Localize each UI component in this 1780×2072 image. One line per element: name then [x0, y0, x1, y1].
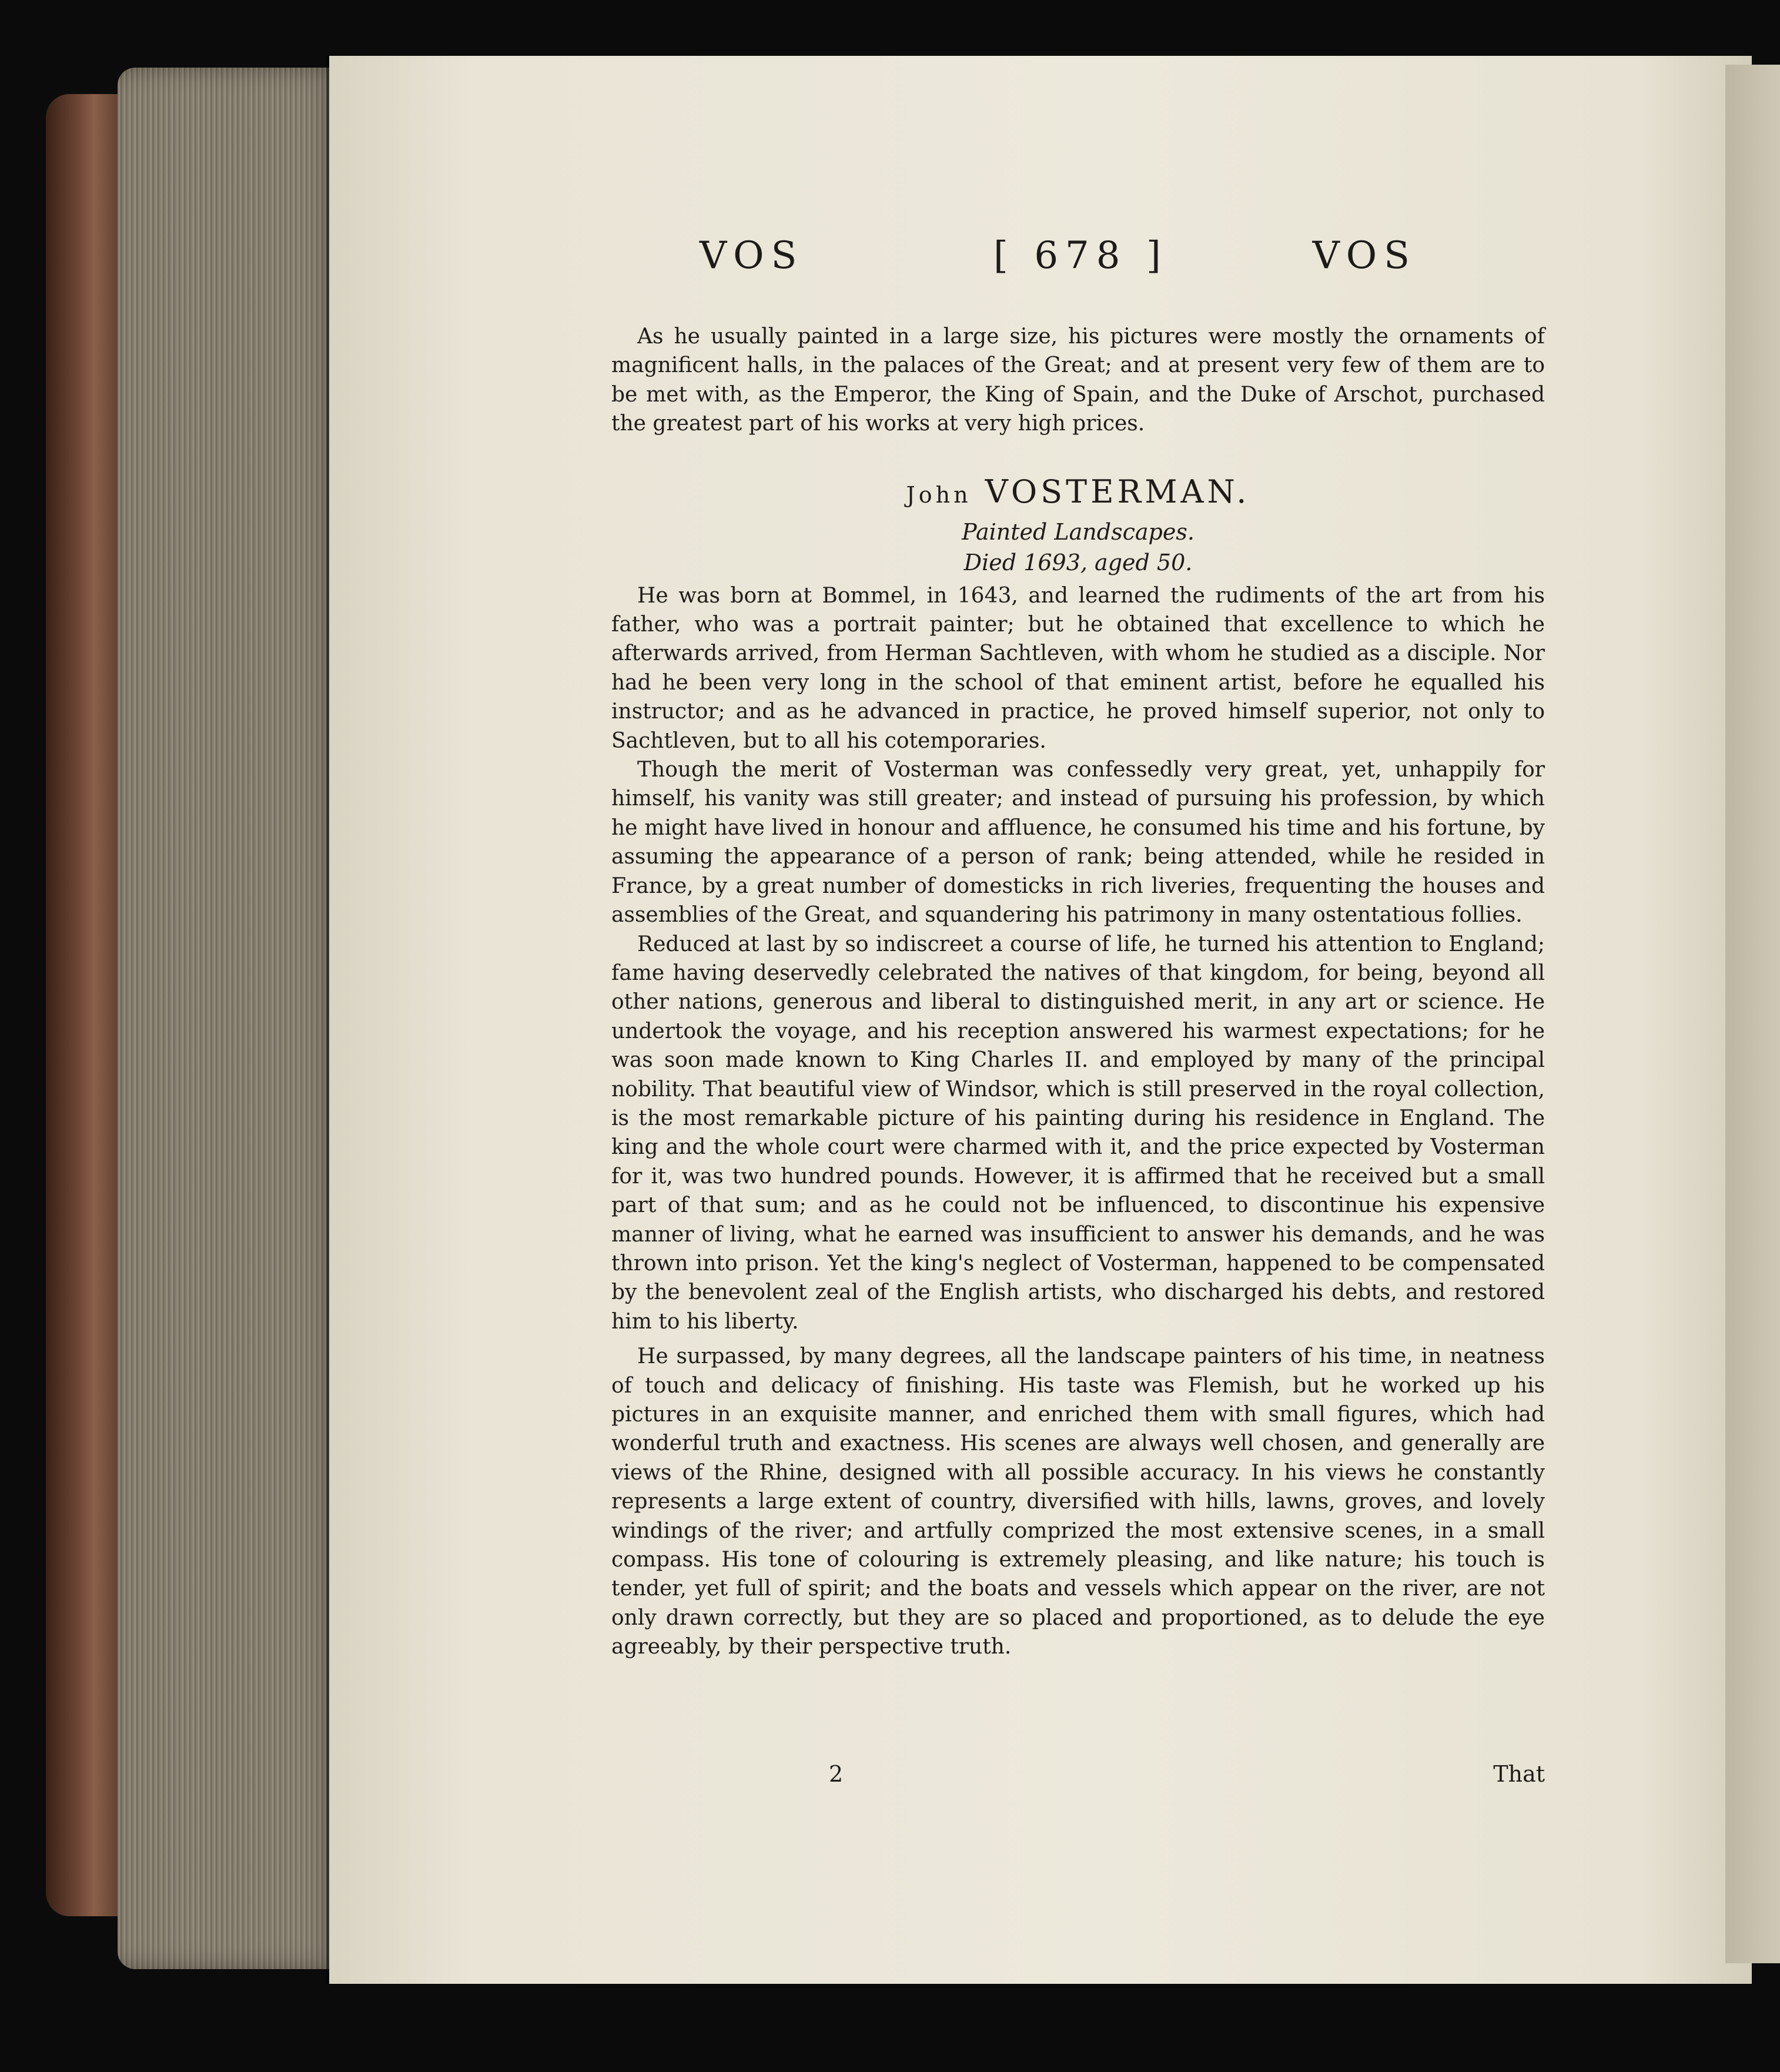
paragraph: He surpassed, by many degrees, all the landscape painters of his time, in neatness of touch and delicacy of finishing. His taste was Flemish, but he worked up his pictures in an exquisite manner, and enriched them with small figures, which had wonderful truth and exactness. His scenes are always well chosen, and generally are views of the Rhine, designed with all possible accuracy. In his views he constantly represents a large extent of country, diversified with hills, lawns, groves, and lovely windings of the river; and artfully comprized the most extensive scenes, in a small compass. His tone of colouring is extremely pleasing, and like nature; his touch is tender, yet full of spirit; and the boats and vessels which appear on the river, are not only drawn correctly, but they are so placed and proportioned, as to delude the eye agreeably, by their perspective truth.	[611, 1344, 1545, 1659]
paragraph: Reduced at last by so indiscreet a course of life, he turned his attention to England; fame having deservedly celebrated the natives of that kingdom, for being, beyond all other nations, generous and liberal to distinguished merit, in any art or science. He undertook the voyage, and his reception answered his warmest expectations; for he was soon made known to King Charles II. and employed by many of the principal nobility. That beautiful view of Windsor, which is still preserved in the royal collection, is the most remarkable picture of his painting during his residence in England. The king and the whole court were charmed with it, and the price expected by Vosterman for it, was two hundred pounds. However, it is affirmed that he received but a small part of that sum; and as he could not be influenced, to discontinue his expensive manner of living, what he earned was insufficient to answer his demands, and he was thrown into prison. Yet the king's neglect of Vosterman, happened to be compensated by the benevolent zeal of the English artists, who discharged his debts, and restored him to his liberty.	[611, 932, 1545, 1334]
entry-subject: Painted Landscapes.	[962, 518, 1195, 545]
book-fore-edge	[118, 68, 341, 1969]
catchword: That	[1493, 1761, 1545, 1787]
page-body	[611, 322, 1545, 1662]
paragraph: Though the merit of Vosterman was confessedly very great, yet, unhappily for himself, his vanity was still greater; and instead of pursuing his profession, by which he might have lived in honour and affluence, he consumed his time and his fortune, by assuming the appearance of a person of rank; being attended, while he resided in France, by a great number of domesticks in rich liveries, frequenting the houses and assemblies of the Great, and squandering his patrimony in many ostentatious follies.	[611, 758, 1545, 928]
entry-first-name: John	[906, 481, 972, 508]
entry-died: Died 1693, aged 50.	[963, 549, 1193, 575]
entry-title	[611, 473, 1545, 514]
opening-paragraph: As he usually painted in a large size, his pictures were mostly the ornaments of magnificent halls, in the palaces of the Great; and at present very few of them are to be met with, as the Emperor, the King of Spain, and the Duke of Arschot, purchased the greatest part of his works at very high prices.	[611, 324, 1545, 436]
paragraph: He was born at Bommel, in 1643, and learned the rudiments of the art from his father, who was a portrait painter; but he obtained that excellence to which he afterwards arrived, from Herman Sachtleven, with whom he studied as a disciple. Nor had he been very long in the school of that eminent artist, before he equalled his instructor; and as he advanced in practice, he proved himself superior, not only to Sachtleven, but to all his cotemporaries.	[611, 583, 1545, 753]
facing-page-edge	[1725, 65, 1780, 1963]
signature-mark: 2	[829, 1761, 844, 1787]
entry-last-name: VOSTERMAN.	[985, 473, 1250, 510]
page-number: [ 678 ]	[993, 234, 1168, 277]
running-header	[700, 234, 1417, 299]
header-right: VOS	[1312, 234, 1417, 277]
page-footer	[611, 1761, 1545, 1796]
header-left: VOS	[700, 234, 804, 277]
